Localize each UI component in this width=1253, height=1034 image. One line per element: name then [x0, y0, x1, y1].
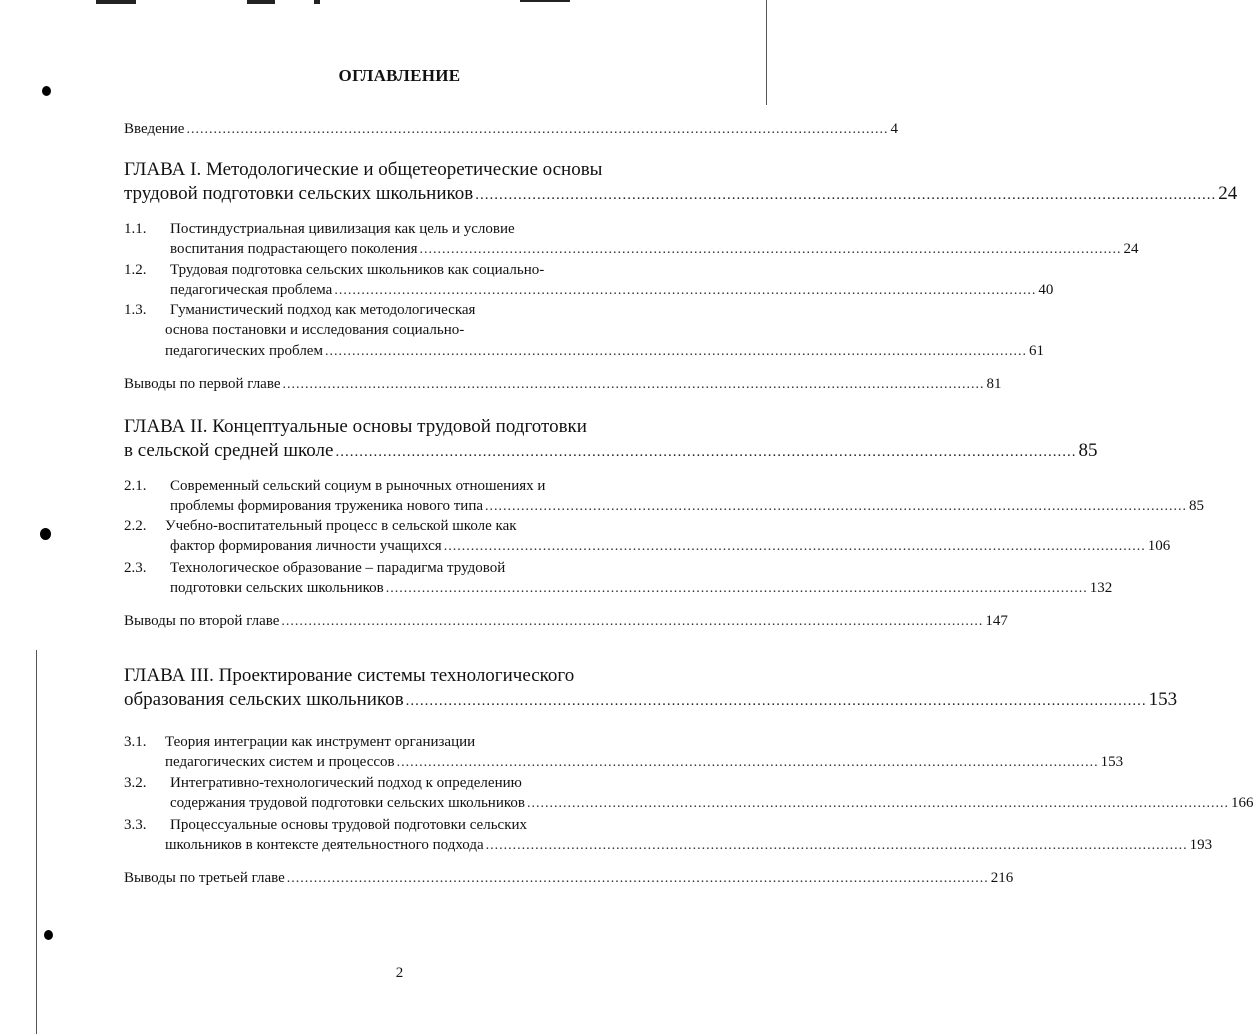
section-number: 2.1. — [124, 478, 147, 494]
toc-entry-page: 24 — [1218, 183, 1238, 204]
chapter-heading-cont: в сельской средней школе — [124, 440, 334, 461]
toc-entry-section — [165, 752, 1124, 773]
dot-leader: ............................................................................................................................................................ — [475, 187, 1217, 203]
toc-entry-section — [165, 341, 1044, 362]
toc-entry-chapter1 — [124, 182, 1238, 207]
scan-mark — [247, 0, 275, 4]
section-title: Процессуальные основы трудовой подготовки сельских — [170, 817, 528, 833]
punch-hole-dot — [40, 528, 51, 540]
dot-leader: ............................................................................................................................................................ — [281, 614, 984, 629]
section-title: Технологическое образование – парадигма трудовой — [170, 560, 506, 576]
dot-leader: ............................................................................................................................................................ — [335, 444, 1077, 460]
section-number: 3.3. — [124, 817, 147, 833]
toc-entry-page: 166 — [1230, 795, 1253, 811]
section-title: Гуманистический подход как методологическая — [170, 302, 476, 318]
toc-entry-section — [170, 793, 1253, 814]
dot-leader: ............................................................................................................................................................ — [485, 499, 1188, 514]
page-title: ОГЛАВЛЕНИЕ — [338, 66, 461, 85]
dot-leader: ............................................................................................................................................................ — [405, 693, 1147, 709]
section-title: Современный сельский социум в рыночных отношениях и — [170, 478, 546, 494]
toc-entry-page: 4 — [890, 121, 898, 137]
toc-entry-section — [170, 536, 1171, 557]
toc-entry-label: Выводы по третьей главе — [124, 870, 285, 886]
punch-hole-dot — [42, 86, 51, 96]
toc-entry-page: 153 — [1148, 689, 1178, 710]
dot-leader: ............................................................................................................................................................ — [286, 871, 989, 886]
section-number: 1.1. — [124, 221, 147, 237]
toc-entry-page: 132 — [1089, 580, 1113, 596]
toc-entry-chapter2 — [124, 439, 1098, 464]
chapter-heading: ГЛАВА I. Методологические и общетеоретические основы — [124, 159, 603, 180]
dot-leader: ............................................................................................................................................................ — [443, 539, 1146, 554]
section-title-cont: проблемы формирования труженика нового типа — [170, 498, 484, 514]
section-title: Учебно-воспитательный процесс в сельской школе как — [165, 518, 517, 534]
scan-edge-line — [766, 0, 767, 105]
toc-entry-chapter3 — [124, 688, 1178, 713]
punch-hole-dot — [44, 930, 53, 940]
section-title-cont: подготовки сельских школьников — [170, 580, 384, 596]
dot-leader: ............................................................................................................................................................ — [186, 122, 889, 137]
toc-entry-page: 81 — [986, 376, 1002, 392]
chapter-heading: ГЛАВА II. Концептуальные основы трудовой подготовки — [124, 416, 587, 437]
chapter-heading: ГЛАВА III. Проектирование системы технологического — [124, 665, 575, 686]
toc-entry-page: 216 — [990, 870, 1014, 886]
page-number: 2 — [395, 965, 404, 981]
dot-leader: ............................................................................................................................................................ — [419, 242, 1122, 257]
toc-entry-conclusion — [124, 611, 1008, 632]
toc-entry-page: 147 — [985, 613, 1008, 629]
toc-entry-intro — [124, 119, 898, 140]
section-title: Постиндустриальная цивилизация как цель и условие — [170, 221, 515, 237]
section-number: 2.3. — [124, 560, 147, 576]
chapter-heading-cont: трудовой подготовки сельских школьников — [124, 183, 474, 204]
toc-entry-label: Выводы по второй главе — [124, 613, 280, 629]
dot-leader: ............................................................................................................................................................ — [385, 581, 1088, 596]
section-title-cont: основа постановки и исследования социально- — [165, 322, 465, 338]
toc-entry-section — [170, 496, 1205, 517]
toc-entry-page: 40 — [1038, 282, 1054, 298]
section-number: 3.1. — [124, 734, 147, 750]
section-number: 1.2. — [124, 262, 147, 278]
toc-entry-page: 106 — [1147, 538, 1171, 554]
toc-entry-section — [170, 280, 1054, 301]
toc-entry-page: 85 — [1078, 440, 1098, 461]
scan-mark — [314, 0, 320, 4]
scan-mark — [96, 0, 136, 4]
section-title-cont: педагогических проблем — [165, 343, 323, 359]
section-number: 1.3. — [124, 302, 147, 318]
section-title: Трудовая подготовка сельских школьников как социально- — [170, 262, 545, 278]
dot-leader: ............................................................................................................................................................ — [282, 377, 985, 392]
toc-entry-page: 153 — [1100, 754, 1124, 770]
toc-entry-label: Выводы по первой главе — [124, 376, 281, 392]
dot-leader: ............................................................................................................................................................ — [396, 755, 1099, 770]
toc-entry-page: 85 — [1189, 498, 1205, 514]
scan-mark — [520, 0, 570, 2]
dot-leader: ............................................................................................................................................................ — [324, 344, 1027, 359]
dot-leader: ............................................................................................................................................................ — [526, 796, 1229, 811]
section-title-cont: содержания трудовой подготовки сельских школьников — [170, 795, 525, 811]
section-title-cont: педагогическая проблема — [170, 282, 333, 298]
section-title-cont: школьников в контексте деятельностного подхода — [165, 837, 484, 853]
section-number: 3.2. — [124, 775, 147, 791]
section-number: 2.2. — [124, 518, 147, 534]
toc-entry-page: 193 — [1189, 837, 1213, 853]
dot-leader: ............................................................................................................................................................ — [485, 838, 1188, 853]
section-title: Интегративно-технологический подход к определению — [170, 775, 522, 791]
dot-leader: ............................................................................................................................................................ — [334, 283, 1037, 298]
toc-entry-section — [170, 239, 1139, 260]
section-title-cont: педагогических систем и процессов — [165, 754, 395, 770]
section-title: Теория интеграции как инструмент организации — [165, 734, 476, 750]
toc-entry-conclusion — [124, 868, 1014, 889]
section-title-cont: воспитания подрастающего поколения — [170, 241, 418, 257]
toc-entry-section — [170, 578, 1113, 599]
toc-entry-page: 61 — [1028, 343, 1044, 359]
toc-entry-section — [165, 835, 1213, 856]
toc-entry-label: Введение — [124, 121, 185, 137]
toc-entry-conclusion — [124, 374, 1002, 395]
section-title-cont: фактор формирования личности учащихся — [170, 538, 442, 554]
chapter-heading-cont: образования сельских школьников — [124, 689, 404, 710]
toc-entry-page: 24 — [1123, 241, 1139, 257]
